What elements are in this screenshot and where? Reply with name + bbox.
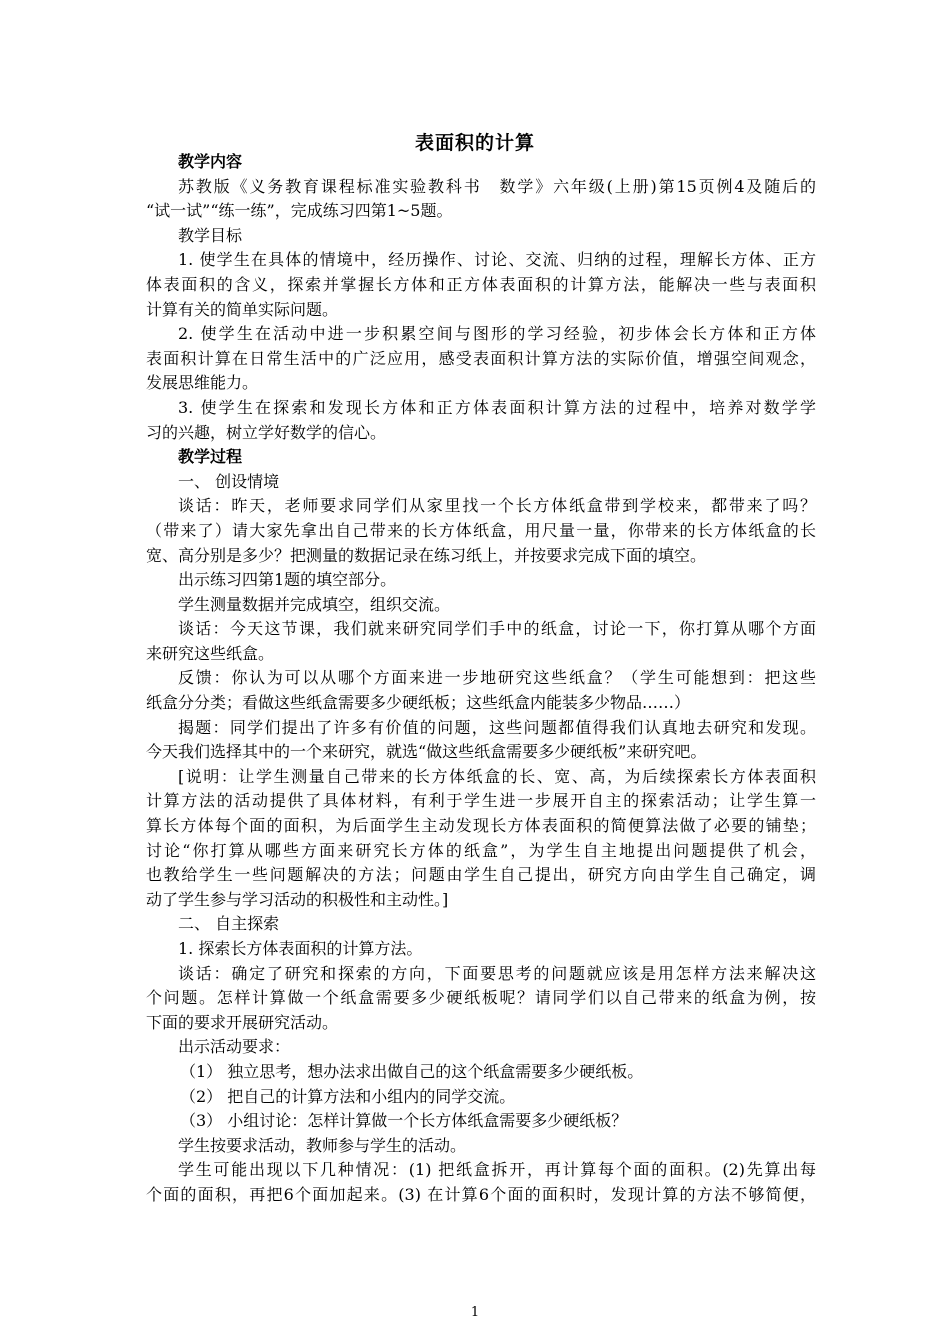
text-line: 个问题。怎样计算做一个纸盒需要多少硬纸板呢？请同学们以自己带来的纸盒为例，按 [146,988,816,1008]
text-line: 一、 创设情境 [178,471,280,491]
text-line: 动了学生参与学习活动的积极性和主动性。] [146,889,449,909]
text-line: 算长方体每个面的面积，为后面学生主动发现长方体表面积的简便算法做了必要的铺垫； [146,816,816,836]
text-line: （带来了）请大家先拿出自己带来的长方体纸盒，用尺量一量，你带来的长方体纸盒的长 [146,520,816,540]
text-line: 计算有关的简单实际问题。 [146,299,339,319]
text-line: 计算方法的活动提供了具体材料，有利于学生进一步展开自主的探索活动；让学生算一 [146,791,816,811]
text-line: 宽、高分别是多少？把测量的数据记录在练习纸上，并按要求完成下面的填空。 [146,545,707,565]
text-line: 今天我们选择其中的一个来研究，就选“做这些纸盒需要多少硬纸板”来研究吧。 [146,742,707,762]
text-line: 揭题：同学们提出了许多有价值的问题，这些问题都值得我们认真地去研究和发现。 [178,717,816,737]
text-line: 1. 使学生在具体的情境中，经历操作、讨论、交流、归纳的过程，理解长方体、正方 [178,250,816,270]
text-line: 讨论“你打算从哪些方面来研究长方体的纸盒”，为学生自主地提出问题提供了机会， [146,840,816,860]
text-line: 谈话：确定了研究和探索的方向，下面要思考的问题就应该是用怎样方法来解决这 [178,963,816,983]
page-number: 1 [470,1305,480,1320]
text-line: 教学目标 [178,225,243,245]
text-line: 习的兴趣，树立学好数学的信心。 [146,422,387,442]
text-line: 表面积计算在日常生活中的广泛应用，感受表面积计算方法的实际价值，增强空间观念， [146,348,816,368]
text-line: 纸盒分分类；看做这些纸盒需要多少硬纸板；这些纸盒内能装多少物品……） [146,693,691,713]
text-line: 1. 探索长方体表面积的计算方法。 [178,939,423,958]
section-heading: 教学内容 [178,152,243,171]
text-line: 出示活动要求： [178,1037,291,1057]
list-item: （3） 小组讨论：怎样计算做一个长方体纸盒需要多少硬纸板？ [180,1111,628,1131]
text-line: 苏教版《义务教育课程标准实验教科书 数学》六年级(上册)第15页例4及随后的 [178,176,816,196]
text-line: 谈话：今天这节课，我们就来研究同学们手中的纸盒，讨论一下，你打算从哪个方面 [178,619,816,639]
text-line: 出示练习四第1题的填空部分。 [178,570,397,590]
text-line: 学生可能出现以下几种情况：(1) 把纸盒拆开，再计算每个面的面积。(2)先算出每 [178,1160,816,1180]
text-line: [说明：让学生测量自己带来的长方体纸盒的长、宽、高，为后续探索长方体表面积 [178,766,816,786]
text-line: 下面的要求开展研究活动。 [146,1012,339,1032]
text-line: 反馈：你认为可以从哪个方面来进一步地研究这些纸盒？（学生可能想到：把这些 [178,668,816,688]
text-line: 二、 自主探索 [178,914,280,934]
text-line: 发展思维能力。 [146,373,259,393]
document-body [146,150,816,1208]
text-line: 谈话：昨天，老师要求同学们从家里找一个长方体纸盒带到学校来，都带来了吗？ [178,496,816,516]
list-item: （2） 把自己的计算方法和小组内的同学交流。 [180,1086,516,1106]
list-item: （1） 独立思考，想办法求出做自己的这个纸盒需要多少硬纸板。 [180,1061,644,1081]
text-line: 也教给学生一些问题解决的方法；问题由学生自己提出，研究方向由学生自己确定，调 [146,865,816,885]
text-line: 来研究这些纸盒。 [146,643,275,663]
text-line: 学生按要求活动，教师参与学生的活动。 [178,1135,467,1155]
text-line: 3. 使学生在探索和发现长方体和正方体表面积计算方法的过程中，培养对数学学 [178,397,816,417]
document-title: 表面积的计算 [414,132,535,154]
text-line: 体表面积的含义，探索并掌握长方体和正方体表面积的计算方法，能解决一些与表面积 [146,274,816,294]
text-line: “试一试”“练一练”，完成练习四第1~5题。 [146,201,453,221]
text-line: 个面的面积，再把6个面加起来。(3) 在计算6个面的面积时，发现计算的方法不够简便， [146,1184,816,1204]
text-line: 2. 使学生在活动中进一步积累空间与图形的学习经验，初步体会长方体和正方体 [178,324,816,344]
section-heading: 教学过程 [178,447,243,467]
text-line: 学生测量数据并完成填空，组织交流。 [178,594,451,614]
